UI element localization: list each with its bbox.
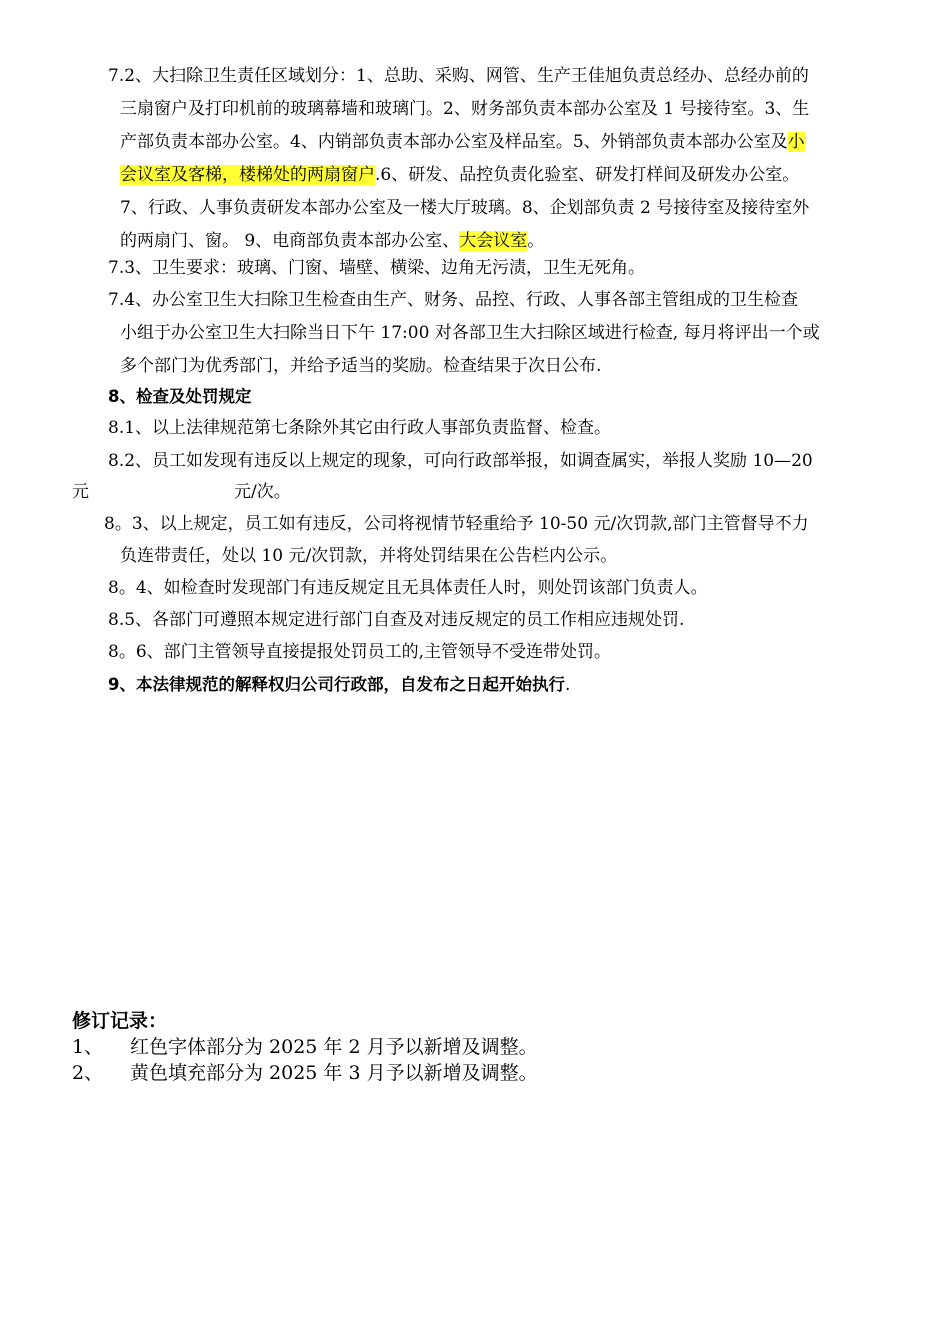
clause-8-1: 8.1、以上法律规范第七条除外其它由行政人事部负责监督、检查。 [108,418,612,438]
section-9 [108,668,570,702]
clause-7-2-line-3-text: 产部负责本部办公室。4、内销部负责本部办公室及样品室。5、外销部负责本部办公室及 [120,132,788,152]
highlight-small-meeting-room-start: 小 [787,132,805,152]
revision-item-1-text: 红色字体部分为 2025 年 2 月予以新增及调整。 [130,1036,538,1058]
revision-record-title: 修订记录： [72,1010,168,1032]
clause-7-2-continued [120,93,809,258]
clause-8-2-line-1: 8.2、员工如发现有违反以上规定的现象，可向行政部举报，如调查属实，举报人奖励 10—20 [108,451,813,471]
clause-7-2-line-5: 7、行政、人事负责研发本部办公室及一楼大厅玻璃。8、企划部负责 2 号接待室及接待室外 [120,198,810,218]
revision-item-2-text: 黄色填充部分为 2025 年 3 月予以新增及调整。 [130,1062,538,1084]
clause-7-2-line-4-text: .6、研发、品控负责化验室、研发打样间及研发办公室。 [375,165,800,185]
revision-item-1-number: 1、 [72,1036,104,1058]
revision-item-2-number: 2、 [72,1062,104,1084]
clause-7-2-line-2: 三扇窗户及打印机前的玻璃幕墙和玻璃门。2、财务部负责本部办公室及 1 号接待室。3、生 [120,99,810,119]
clause-7-4-line-3: 多个部门为优秀部门，并给予适当的奖励。检查结果于次日公布. [120,356,602,376]
clause-8-3-line-2: 负连带责任，处以 10 元/次罚款，并将处罚结果在公告栏内公示。 [120,546,618,566]
clause-7-4 [108,284,798,317]
section-9-text: 9、本法律规范的解释权归公司行政部，自发布之日起开始执行 [108,675,565,694]
clause-7-4-line-1: 7.4、办公室卫生大扫除卫生检查由生产、财务、品控、行政、人事各部主管组成的卫生检查 [108,290,799,310]
highlight-small-meeting-room: 会议室及客梯，楼梯处的两扇窗户 [120,165,375,185]
clause-8-2-line-2-a: 元 [72,482,89,502]
revision-item-1 [72,1034,538,1060]
clause-8-2-line-2-b: 元/次。 [234,482,291,502]
section-8-heading: 8、检查及处罚规定 [108,387,252,406]
clause-8-5: 8.5、各部门可遵照本规定进行部门自查及对违反规定的员工作相应违规处罚. [108,610,685,630]
clause-7-2 [108,60,809,93]
clause-7-4-continued [120,317,820,383]
clause-7-2-line-3 [120,126,809,159]
section-9-period: . [564,675,571,695]
clause-7-3: 7.3、卫生要求：玻璃、门窗、墙壁、横梁、边角无污渍，卫生无死角。 [108,258,646,278]
clause-7-2-line-6-text: 的两扇门、窗。 9、电商部负责本部办公室、 [120,231,460,251]
highlight-large-meeting-room: 大会议室 [459,231,528,251]
clause-7-4-line-2: 小组于办公室卫生大扫除当日下午 17:00 对各部卫生大扫除区域进行检查, 每月将评出一个或 [120,323,820,343]
clause-7-2-line-4 [120,159,809,192]
clause-8-4: 8。4、如检查时发现部门有违反规定且无具体责任人时，则处罚该部门负责人。 [108,578,708,598]
clause-8-3-line-1: 8。3、以上规定，员工如有违反，公司将视情节轻重给予 10-50 元/次罚款,部门主管督导不力 [104,514,809,534]
clause-8-6: 8。6、部门主管领导直接提报处罚员工的,主管领导不受连带处罚。 [108,642,612,662]
clause-7-2-line-6-end: 。 [527,231,545,251]
clause-7-2-line-1: 7.2、大扫除卫生责任区域划分：1、总助、采购、网管、生产王佳旭负责总经办、总经办前的 [108,66,809,86]
revision-item-2 [72,1060,538,1086]
